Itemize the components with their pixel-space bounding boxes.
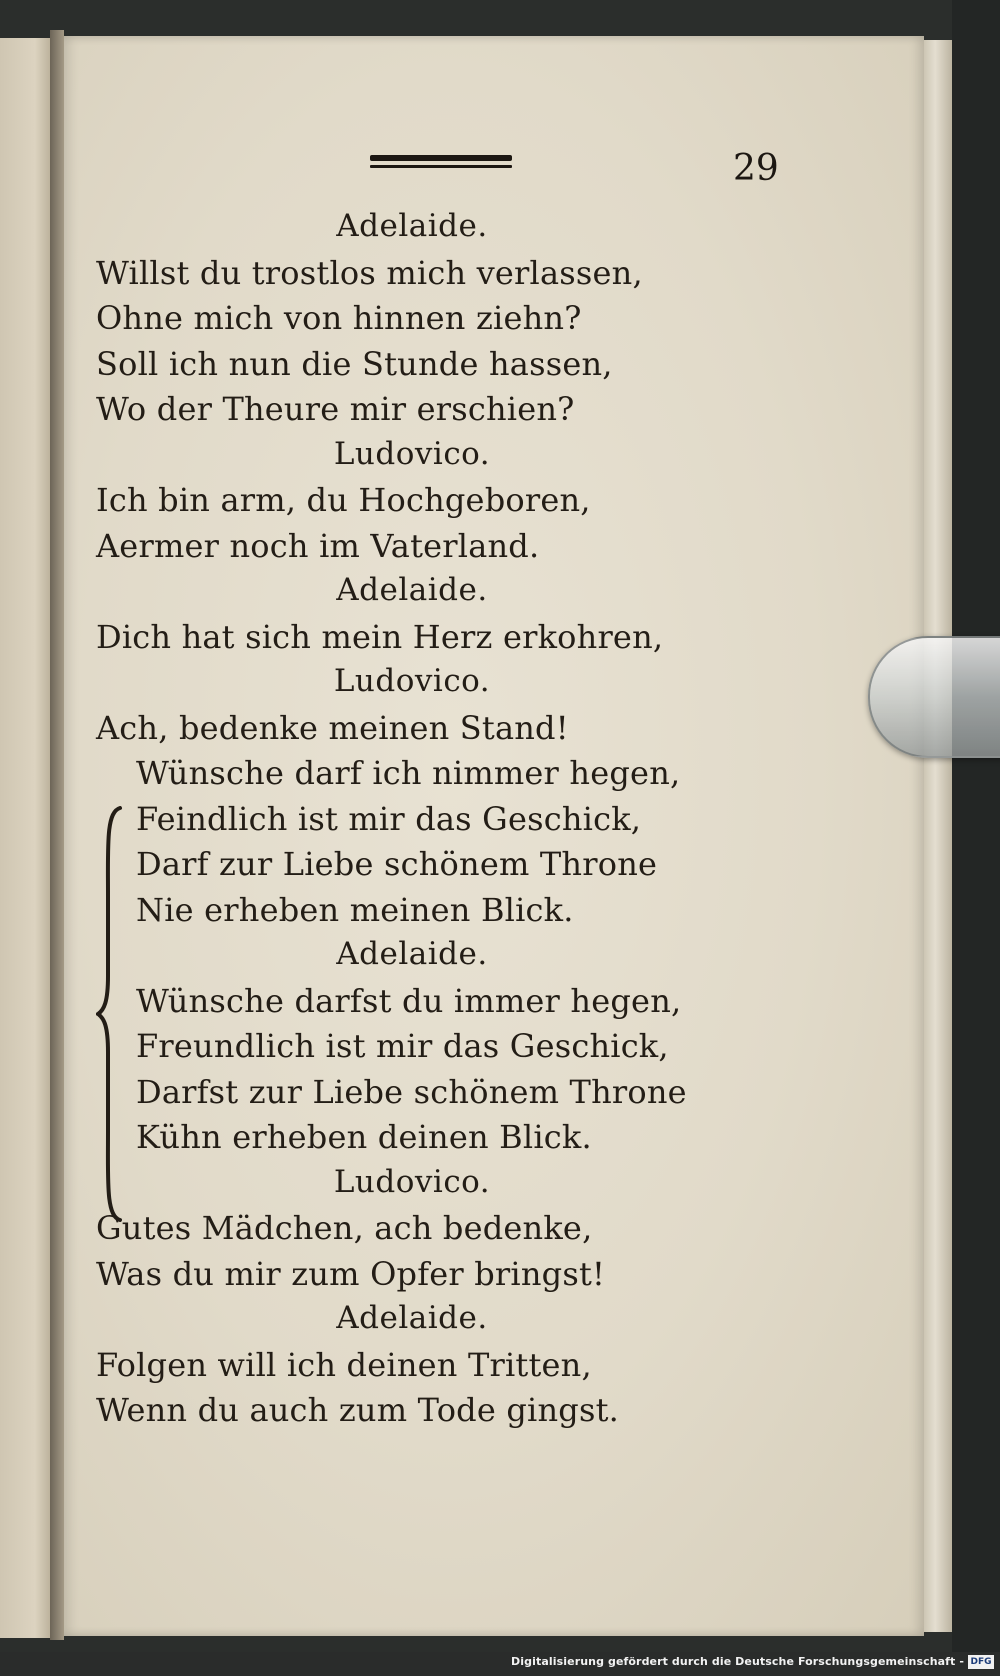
header-double-rule (370, 155, 512, 168)
speaker-name: Adelaide. (336, 936, 488, 972)
verse-line: Willst du trostlos mich verlassen, (96, 253, 643, 292)
verse-line: Ohne mich von hinnen ziehn? (96, 299, 582, 337)
verse-line: Gutes Mädchen, ach bedenke, (96, 1209, 593, 1247)
braced-verse-line: Wünsche darf ich nimmer hegen, (136, 754, 681, 792)
verse-line: Wo der Theure mir erschien? (96, 390, 575, 428)
previous-page-edge (0, 38, 52, 1638)
braced-verse-line: Feindlich ist mir das Geschick, (136, 799, 642, 838)
speaker-name: Adelaide. (336, 572, 488, 608)
verse-line: Ich bin arm, du Hochgeboren, (96, 481, 591, 519)
verse-line: Folgen will ich deinen Tritten, (96, 1345, 592, 1384)
scan-right-margin (952, 0, 1000, 1676)
speaker-name: Ludovico. (333, 435, 491, 472)
braced-verse-line: Kühn erheben deinen Blick. (136, 1118, 592, 1156)
footer-credit: Digitalisierung gefördert durch die Deutsche Forschungsgemeinschaft - (511, 1655, 964, 1668)
dfg-logo: DFG (968, 1655, 994, 1669)
scanner-clip (868, 636, 1000, 758)
page-stack-edge (924, 40, 952, 1632)
book-gutter (50, 30, 64, 1640)
verse-line: Was du mir zum Opfer bringst! (96, 1254, 606, 1293)
braced-verse-line: Darfst zur Liebe schönem Throne (136, 1072, 687, 1111)
speaker-name: Adelaide. (336, 208, 488, 244)
speaker-name: Ludovico. (333, 1163, 491, 1200)
verse-line: Dich hat sich mein Herz erkohren, (96, 617, 664, 656)
braced-verse-line: Darf zur Liebe schönem Throne (136, 845, 658, 883)
curly-brace (96, 806, 126, 1222)
verse-line: Aermer noch im Vaterland. (96, 526, 540, 565)
verse-line: Ach, bedenke meinen Stand! (96, 708, 569, 747)
verse-line: Wenn du auch zum Tode gingst. (96, 1391, 620, 1429)
braced-verse-line: Nie erheben meinen Blick. (136, 890, 574, 929)
verse-line: Soll ich nun die Stunde hassen, (96, 344, 613, 383)
braced-verse-line: Freundlich ist mir das Geschick, (136, 1027, 669, 1065)
speaker-name: Ludovico. (333, 663, 491, 699)
speaker-name: Adelaide. (336, 1300, 488, 1336)
page-number: 29 (733, 148, 779, 189)
braced-verse-line: Wünsche darfst du immer hegen, (136, 981, 682, 1020)
